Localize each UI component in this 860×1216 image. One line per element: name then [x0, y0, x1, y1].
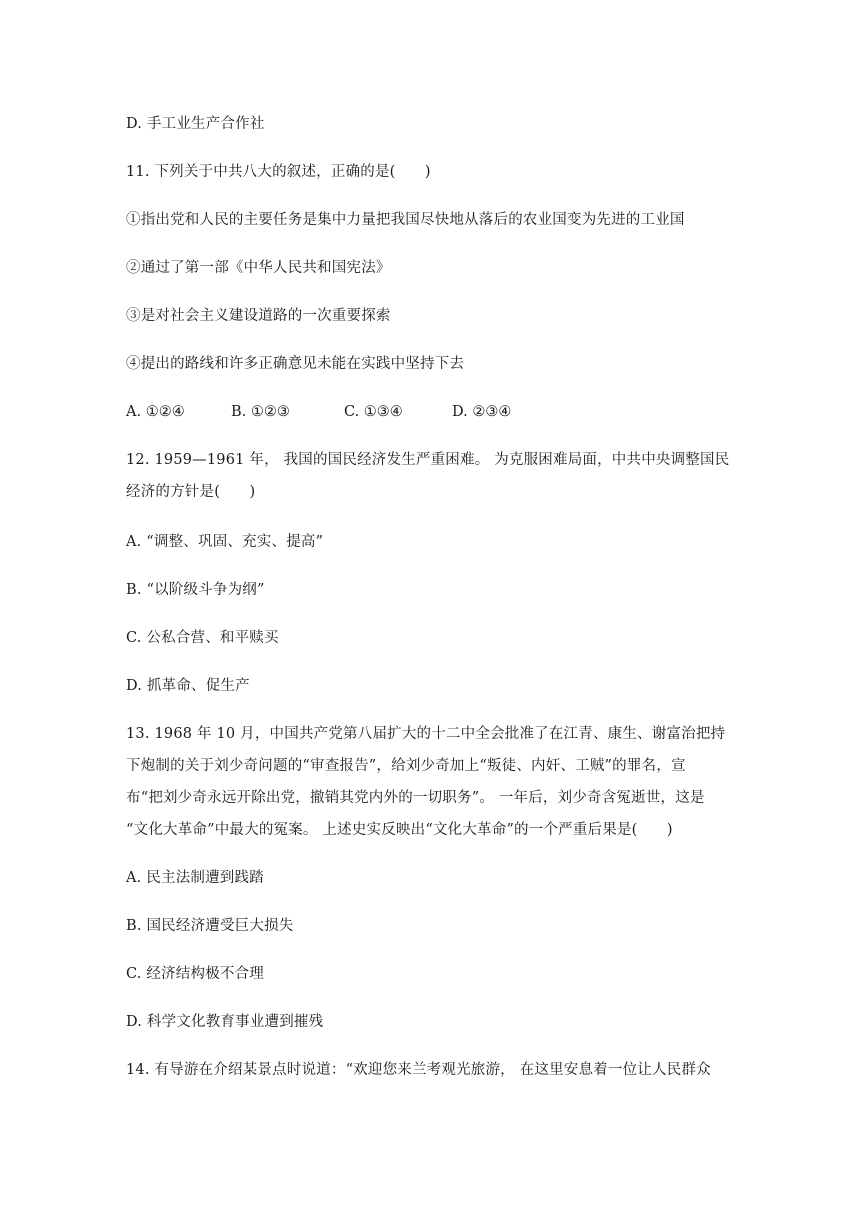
q12-option-b: B. “以阶级斗争为纲”	[126, 582, 265, 598]
q11-option-b: B. ①②③	[231, 404, 290, 420]
q11-statement-4: ④提出的路线和许多正确意见未能在实践中坚持下去	[126, 356, 465, 372]
q12-stem-line-2: 经济的方针是( )	[126, 484, 256, 500]
q13-stem-line-3: 布“把刘少奇永远开除出党，撤销其党内外的一切职务”。 一年后，刘少奇含冤逝世，这是	[126, 790, 705, 806]
q12-option-a: A. “调整、巩固、充实、提高”	[126, 534, 324, 550]
q13-option-a: A. 民主法制遭到践踏	[126, 870, 264, 886]
q13-option-c: C. 经济结构极不合理	[126, 966, 264, 982]
q13-stem-line-4: “文化大革命”中最大的冤案。 上述史实反映出“文化大革命”的一个严重后果是( )	[126, 822, 673, 838]
q12-option-d: D. 抓革命、促生产	[126, 678, 250, 694]
q11-option-a: A. ①②④	[126, 404, 185, 420]
q14-stem-line-1: 14. 有导游在介绍某景点时说道：“欢迎您来兰考观光旅游， 在这里安息着一位让人民群众	[126, 1062, 711, 1078]
q12-option-c: C. 公私合营、和平赎买	[126, 630, 279, 646]
q11-option-c: C. ①③④	[344, 404, 403, 420]
q13-option-b: B. 国民经济遭受巨大损失	[126, 918, 294, 934]
q11-statement-2: ②通过了第一部《中华人民共和国宪法》	[126, 260, 391, 276]
q10-option-d: D. 手工业生产合作社	[126, 116, 265, 132]
q11-option-d: D. ②③④	[452, 404, 512, 420]
q13-option-d: D. 科学文化教育事业遭到摧残	[126, 1014, 324, 1030]
q13-stem-line-2: 下炮制的关于刘少奇问题的“审查报告”，给刘少奇加上“叛徒、内奸、工贼”的罪名，宣	[126, 758, 686, 774]
q13-stem-line-1: 13. 1968 年 10 月，中国共产党第八届扩大的十二中全会批准了在江青、康生、谢富治把持	[126, 726, 726, 742]
q12-stem-line-1: 12. 1959—1961 年， 我国的国民经济发生严重困难。 为克服困难局面，中共中央调整国民	[126, 452, 730, 468]
q11-stem: 11. 下列关于中共八大的叙述，正确的是( )	[126, 164, 431, 180]
q11-statement-1: ①指出党和人民的主要任务是集中力量把我国尽快地从落后的农业国变为先进的工业国	[126, 212, 685, 228]
q11-statement-3: ③是对社会主义建设道路的一次重要探索	[126, 308, 391, 324]
